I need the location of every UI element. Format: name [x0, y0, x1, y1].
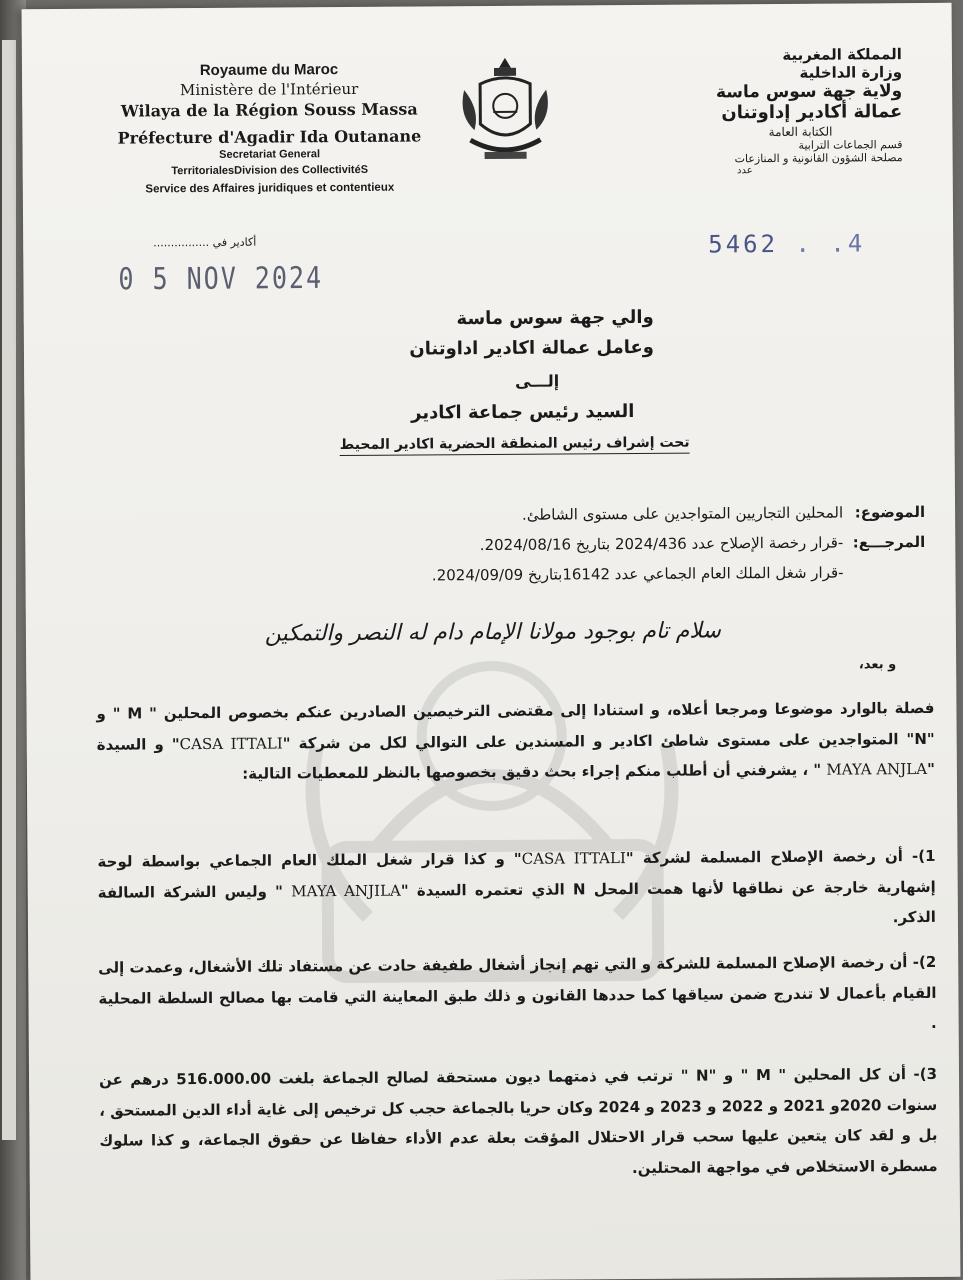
ar-division: قسم الجماعات الترابية	[798, 138, 903, 152]
body-paragraph-2	[97, 841, 936, 938]
reference-row-2	[165, 557, 925, 592]
transition-phrase: و بعد،	[858, 657, 897, 673]
sender-prefect: وعامل عمالة اكادير اداوتنان	[409, 336, 655, 360]
ar-ministry: وزارة الداخلية	[799, 63, 903, 82]
subject-text: المحلين التجاريين المتواجدين على مستوى الشاطئ.	[521, 503, 844, 524]
recipient: السيد رئيس جماعة اكادير	[411, 400, 635, 424]
supervision-line: تحت إشراف رئيس المنطقة الحضرية اكادير المحيط	[340, 435, 690, 456]
sender-governor: والي جهة سوس ماسة	[456, 306, 654, 330]
ar-prefecture: عمالة أكادير إداوتنان	[721, 101, 903, 124]
p2-person: MAYA ANJILA	[291, 881, 401, 900]
reference-line-2: -قرار شغل الملك العام الجماعي عدد 16142بتاريخ 2024/09/09.	[431, 563, 844, 585]
dotted-line: ................	[153, 235, 210, 250]
body-paragraph-1	[96, 693, 935, 790]
arabic-letterhead	[612, 45, 903, 177]
reference-number-stamp	[708, 229, 865, 258]
subject-label: الموضوع:	[854, 502, 926, 522]
p1-part-a: فصلة بالوارد موضوعا ومرجعا أعلاه، و استنادا إلى مقتضى الترخيصين الصادرين عنكم بخصوص المحلين " M " و "N" المتواجدين على مستوى شاطئ اكادير و المسندين على التوالي لكل من شركة "	[96, 698, 935, 752]
ar-number-label: عدد	[736, 165, 753, 177]
reference-line-1: -قرار رخصة الإصلاح عدد 2024/436 بتاريخ 2024/08/16.	[479, 533, 844, 555]
reference-number: 5462	[708, 229, 779, 259]
fr-wilaya: Wilaya de la Région Souss Massa	[120, 99, 418, 121]
french-letterhead	[104, 60, 435, 195]
p1-person: MAYA ANJLA	[826, 759, 928, 779]
fr-division: TerritorialesDivision des CollectivitéS	[171, 163, 369, 178]
p2-company: CASA ITTALI	[521, 849, 626, 868]
p2-part-c: " وليس الشركة السالفة الذكر.	[97, 881, 936, 927]
fr-service: Service des Affaires juridiques et contentieux	[145, 181, 395, 196]
date-place-label: أكادير في	[212, 235, 257, 249]
moroccan-coat-of-arms-emblem	[450, 54, 561, 170]
reference-label: المرجـــع:	[852, 532, 926, 552]
p1-company: CASA ITTALI	[179, 733, 283, 753]
p1-part-c: " ، يشرفني أن أطلب منكم إجراء بحث دقيق بخصوصها بالنظر للمعطيات التالية:	[242, 760, 827, 783]
official-letter-page	[22, 3, 961, 1280]
ar-secretariat: الكتابة العامة	[768, 124, 833, 140]
fr-prefecture: Préfecture d'Agadir Ida Outanane	[117, 126, 422, 148]
to-word: إلـــى	[515, 371, 560, 391]
emblem-watermark	[256, 584, 729, 1007]
p1-part-b: " و السيدة "	[96, 734, 935, 778]
reference-tail: . .4	[795, 229, 866, 258]
royal-greeting: سلام تام بوجود مولانا الإمام دام له النصر والتمكين	[264, 618, 722, 647]
date-stamp: 0 5 NOV 2024	[118, 260, 324, 297]
p2-part-b: " و كذا قرار شغل الملك العام الجماعي بواسطة لوحة إشهارية خارجة عن نطاقها لأنها همت المحل N الذي تعتمره السيدة "	[97, 849, 936, 900]
date-place-line	[153, 236, 256, 250]
fr-kingdom: Royaume du Maroc	[199, 61, 339, 80]
p2-part-a: 1)- أن رخصة الإصلاح المسلمة لشركة "	[625, 846, 936, 868]
ar-kingdom: المملكة المغربية	[782, 45, 902, 64]
fr-ministry: Ministère de l'Intérieur	[179, 79, 359, 100]
ar-service: مصلحة الشؤون القانونية و المنازعات	[734, 151, 903, 166]
fr-secretariat: Secretariat General	[219, 148, 321, 161]
ar-wilaya: ولاية جهة سوس ماسة	[715, 81, 903, 103]
body-paragraph-3: 2)- أن رخصة الإصلاح المسلمة للشركة و التي تهم إنجاز أشغال طفيفة حادت عن مستفاد تلك الأشغال، وعمدت إلى القيام بأعمال لا تندرج ضمن سياقها كما حددها القانون و ذلك طبق المعاينة التي قامت بها مصالح السلطة المحلية .	[98, 952, 937, 1032]
subject-reference-block	[165, 497, 926, 592]
body-paragraph-4: 3)- أن كل المحلين " M " و "N " ترتب في ذمتهما ديون مستحقة لصالح الجماعة بلغت 516.000.00 درهم عن سنوات 2020و 2021 و 2022 و 2023 و 2024 وكان حريا بالجماعة حجب كل ترخيص إلى غاية أداء الدين المستحق ، بل و لقد كان يتعين عليها سحب قرار الاحتلال المؤقت بعلة عدم الأداء حفاظا عن حقوق الجماعة، و كذا سلوك مسطرة الاستخلاص في مواجهة المحتلين.	[98, 1064, 938, 1177]
